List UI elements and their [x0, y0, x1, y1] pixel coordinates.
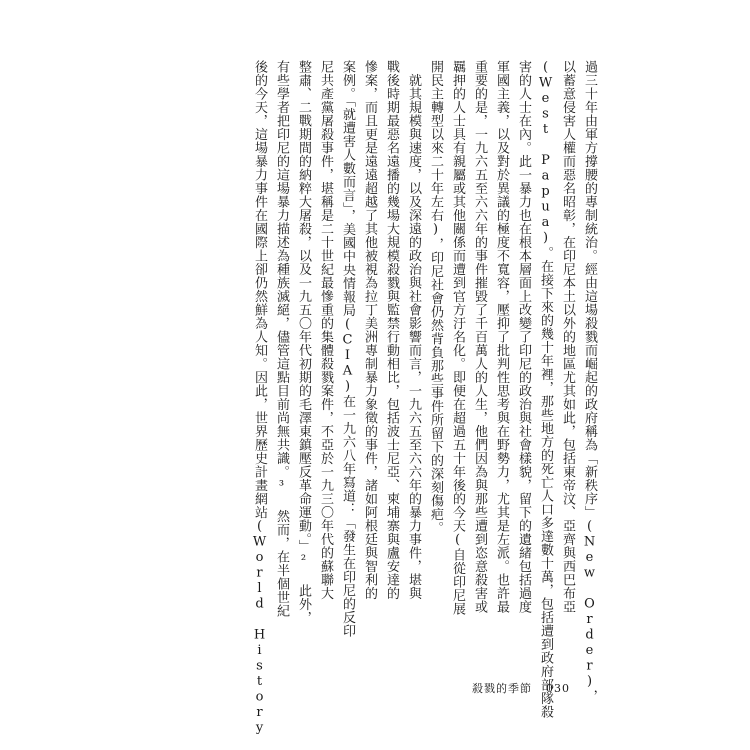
text-line: 過三十年由軍方撐腰的專制統治。經由這場殺戮而崛起的政府稱為「新秩序」(New Order)，: [582, 60, 597, 703]
running-title: 殺戮的季節: [472, 682, 532, 695]
text-line: 後的今天，這場暴力事件在國際上卻仍然鮮為人知。因此，世界歷史計畫網站(World History: [252, 60, 267, 736]
text-line: 尼共產黨屠殺事件，堪稱是二十世紀最慘重的集體殺戮案件，不亞於一九三〇年代的蘇聯大: [318, 60, 333, 600]
text-line: 害的人士在內。此一暴力也在根本層面上改變了印尼的政治與社會樣貌，留下的遺緒包括過度: [516, 60, 531, 614]
text-line: 羈押的人士具有親屬或其他關係而遭到官方汙名化。即便在超過五十年後的今天(自從印尼展: [450, 60, 465, 616]
text-line: 重要的是，一九六五至六六年的事件摧毀了千百萬人的人生，他們因為與那些遭到恣意殺害或: [472, 60, 487, 614]
page-number: 030: [546, 682, 570, 695]
text-line: 開民主轉型以來二十年左右)，印尼社會仍然背負那些事件所留下的深刻傷疤。: [428, 60, 443, 535]
text-line: 就其規模與速度，以及深遠的政治與社會影響而言，一九六五至六六年的暴力事件，堪與: [406, 73, 421, 600]
text-line: 案例。「就遭害人數而言」，美國中央情報局(CIA)在一九六八年寫道：「發生在印尼的反印: [340, 60, 355, 638]
text-line: 戰後時期最惡名遠播的幾場大規模殺戮與監禁行動相比，包括波士尼亞、柬埔寨與盧安達的: [384, 60, 399, 600]
text-line: 整肅、二戰期間的納粹大屠殺，以及一九五〇年代初期的毛澤東鎮壓反革命運動。」² 此外，: [296, 60, 311, 625]
text-line: 以蓄意侵害人權而惡名昭彰，在印尼本土以外的地區尤其如此，包括東帝汶、亞齊與西巴布亞: [560, 60, 575, 614]
text-line: 慘案，而且更是遠遠超越了其他被視為拉丁美洲專制暴力象徵的事件，諸如阿根廷與智利的: [362, 60, 377, 600]
text-line: 軍國主義，以及對於異議的極度不寬容，壓抑了批判性思考與在野勢力，尤其是左派。也許最: [494, 60, 509, 614]
text-line: 有些學者把印尼的這場暴力描述為種族滅絕，儘管這點目前尚無共識。³ 然而，在半個世紀: [274, 60, 289, 618]
page-footer: [472, 680, 570, 696]
paragraph-2: [248, 60, 424, 736]
text-line: (West Papua)。在接下來的幾十年裡，那些地方的死亡人口多達數十萬，包括遭到政府部隊殺: [538, 60, 553, 719]
